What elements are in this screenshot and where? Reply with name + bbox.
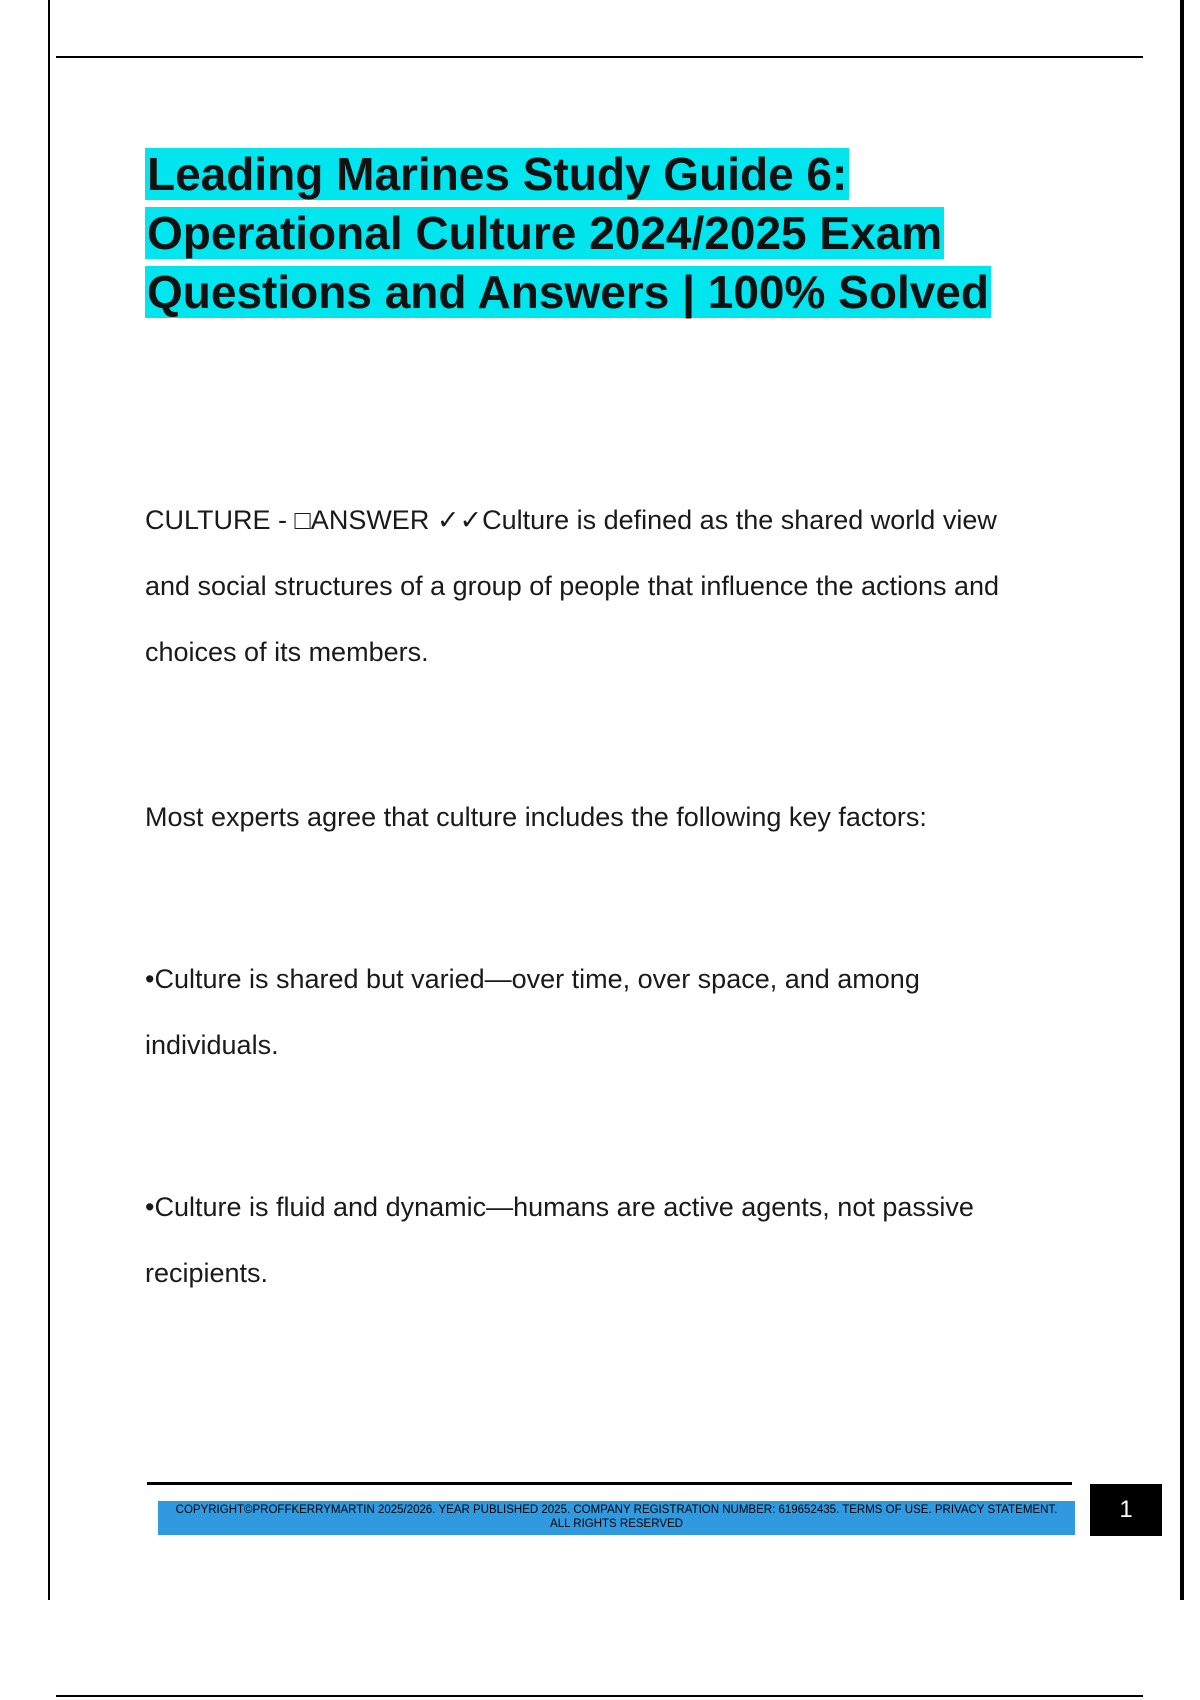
page-border-left [48,0,50,1600]
key-factor-fluid-dynamic: •Culture is fluid and dynamic—humans are active agents, not passive recipients. [145,1192,974,1288]
key-factors-intro: Most experts agree that culture includes the following key factors: [145,802,927,832]
title-line-1: Leading Marines Study Guide 6: [147,148,848,200]
title-line-2: Operational Culture 2024/2025 Exam [147,207,943,259]
culture-definition-paragraph: CULTURE - □ANSWER ✓✓Culture is defined as the shared world view and social structures of a group of people that influence the actions and choices of its members. [145,505,1000,667]
title-line-3: Questions and Answers | 100% Solved [147,266,989,318]
rights-reserved-text: ALL RIGHTS RESERVED [550,1518,683,1530]
page-border-right [1180,0,1184,1600]
key-factor-shared-varied: •Culture is shared but varied—over time, over space, and among individuals. [145,964,920,1060]
copyright-text: COPYRIGHT©PROFFKERRYMARTIN 2025/2026. YEAR PUBLISHED 2025. COMPANY REGISTRATION NUMBER: 619652435. TERMS OF USE. PRIVACY STATEMENT. [175,1504,1058,1516]
page-number: 1 [1090,1484,1162,1536]
copyright-footer [158,1501,1075,1535]
header-rule [56,56,1143,58]
document-title [145,145,1045,322]
footer-rule [147,1482,1072,1485]
next-page-rule [56,1695,1143,1697]
